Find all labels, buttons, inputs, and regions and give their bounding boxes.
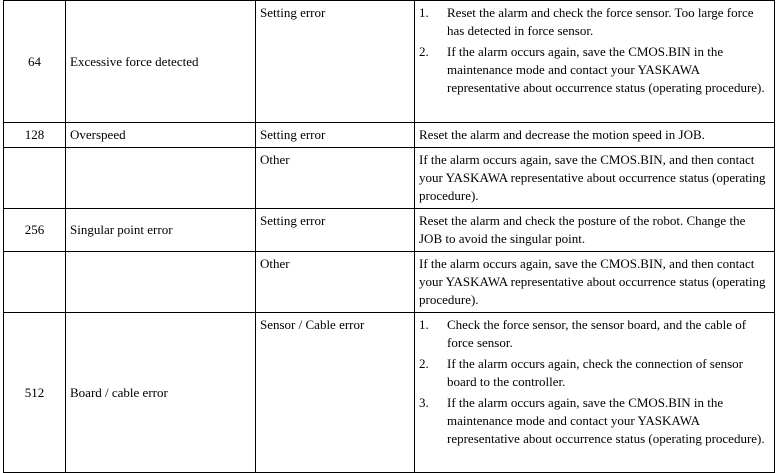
- table-row: [4, 313, 775, 473]
- table-row: [4, 209, 775, 252]
- alarm-remedy: If the alarm occurs again, save the CMOS.BIN, and then contact your YASKAWA representative about occurrence status (operating procedure).: [415, 252, 775, 313]
- alarm-name: Excessive force detected: [66, 1, 256, 123]
- alarm-remedy: Reset the alarm and check the posture of the robot. Change the JOB to avoid the singular point.: [415, 209, 775, 252]
- alarm-name: Board / cable error: [66, 313, 256, 473]
- remedy-step: [419, 394, 770, 448]
- step-text: If the alarm occurs again, save the CMOS.BIN in the maintenance mode and contact your YASKAWA representative about occurrence status (operating procedure).: [447, 44, 765, 95]
- step-text: Reset the alarm and check the force sensor. Too large force has detected in force sensor.: [447, 5, 754, 38]
- alarm-table: [3, 0, 775, 473]
- step-text: Check the force sensor, the sensor board, and the cable of force sensor.: [447, 317, 747, 350]
- alarm-cause: Sensor / Cable error: [256, 313, 415, 473]
- alarm-name: Singular point error: [66, 209, 256, 252]
- step-number: 3.: [419, 395, 429, 410]
- step-number: 1.: [419, 5, 429, 20]
- step-number: 1.: [419, 317, 429, 332]
- alarm-code: 64: [4, 1, 66, 123]
- alarm-remedy: [415, 313, 775, 473]
- alarm-remedy: Reset the alarm and decrease the motion speed in JOB.: [415, 123, 775, 148]
- alarm-remedy: [415, 1, 775, 123]
- remedy-step: [419, 355, 770, 391]
- alarm-code: 256: [4, 209, 66, 252]
- remedy-step: [419, 316, 770, 352]
- alarm-cause: Other: [256, 148, 415, 209]
- remedy-step: [419, 43, 770, 97]
- remedy-step: [419, 4, 770, 40]
- step-number: 2.: [419, 356, 429, 371]
- step-number: 2.: [419, 44, 429, 59]
- alarm-cause: Setting error: [256, 209, 415, 252]
- alarm-code: 128: [4, 123, 66, 148]
- table-row: [4, 123, 775, 148]
- step-text: If the alarm occurs again, save the CMOS.BIN in the maintenance mode and contact your YASKAWA representative about occurrence status (operating procedure).: [447, 395, 765, 446]
- alarm-cause: Other: [256, 252, 415, 313]
- alarm-code: 512: [4, 313, 66, 473]
- empty-cell: [4, 252, 66, 313]
- alarm-name: Overspeed: [66, 123, 256, 148]
- table-row: [4, 252, 775, 313]
- alarm-cause: Setting error: [256, 1, 415, 123]
- remedy-steps: [419, 4, 770, 97]
- remedy-steps: [419, 316, 770, 448]
- alarm-cause: Setting error: [256, 123, 415, 148]
- alarm-remedy: If the alarm occurs again, save the CMOS.BIN, and then contact your YASKAWA representative about occurrence status (operating procedure).: [415, 148, 775, 209]
- table-row: [4, 148, 775, 209]
- table-row: [4, 1, 775, 123]
- step-text: If the alarm occurs again, check the connection of sensor board to the controller.: [447, 356, 743, 389]
- empty-cell: [66, 148, 256, 209]
- empty-cell: [66, 252, 256, 313]
- empty-cell: [4, 148, 66, 209]
